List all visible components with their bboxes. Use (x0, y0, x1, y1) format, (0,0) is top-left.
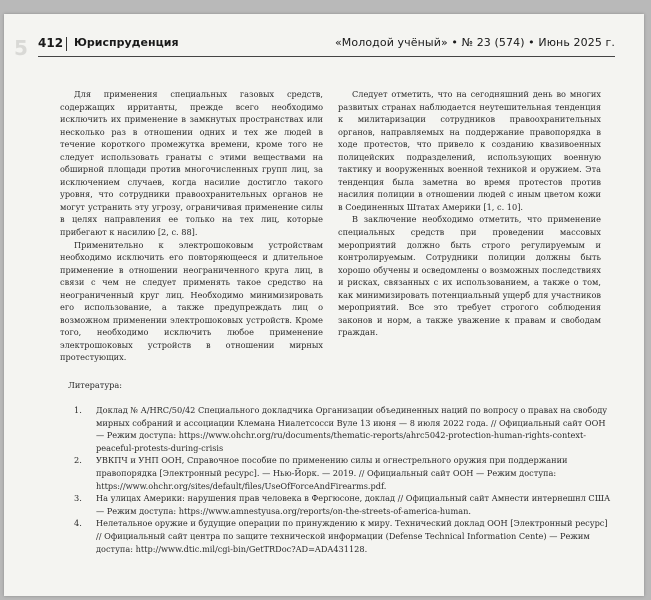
paragraph: Для применения специальных газовых средств, содержащих ирританты, прежде всего необходимо исключить их применение в замкнутых пространствах или несколько раз в отношении одних и тех же людей в течение короткого промежутка времени, кроме того не следует использовать гранаты с этими веществами на обширной площади против многочисленных групп лиц, за исключением случаев, когда насилие достигло такого уровня, что сотрудники правоохранительных органов не могут устранить эту угрозу, ограничивая применение силы в целях направления ее только на тех лиц, которые прибегают к насилию [2, с. 88]. (60, 89, 323, 238)
watermark: 5 (14, 36, 28, 60)
journal-issue: «Молодой учёный» • № 23 (574) • Июнь 2025 г. (334, 36, 615, 49)
reference-text: УВКПЧ и УНП ООН, Справочное пособие по применению силы и огнестрельного оружия при поддержании правопорядка [Электронный ресурс]. — Нью-Йорк. — 2019. // Официальный сайт ООН — Режим доступа: https://www.ohchr.org/sites/default/files/UseOfForceAndFirearms.pdf. (96, 455, 568, 491)
paragraph: В заключение необходимо отметить, что применение специальных средств при проведении массовых мероприятий должно быть строго регулируемым и контролируемым. Сотрудники полиции должны быть хорошо обучены и осведомлены о возможных последствиях и рисках, связанных с их использованием, а также о том, как минимизировать потенциальный ущерб для участников мероприятий. Все это требует строгого соблюдения законов и норм, а также уважение к правам и свободам граждан. (338, 214, 601, 338)
right-column (338, 88, 601, 339)
reference-number: 1. (74, 405, 82, 415)
header-separator (66, 37, 67, 51)
references-title: Литература: (68, 380, 123, 390)
reference-text: На улицах Америки: нарушения прав человека в Фергюсоне, доклад // Официальный сайт Амнести интернешнл США — Режим доступа: https://www.amnestyusa.org/reports/on-the-streets-of-america-human. (96, 493, 611, 516)
header-rule (38, 56, 615, 57)
paragraph: Применительно к электрошоковым устройствам необходимо исключить его повторяющееся и длительное применение в отношении неограниченного круга лиц, в связи с чем не следует применять такое средство на неограниченный круг лиц. Необходимо минимизировать его использование, а также предупреждать лиц о возможном применении электрошоковых устройств. Кроме того, необходимо исключить любое применение электрошоковых устройств в отношении мирных протестующих. (60, 239, 323, 363)
reference-item (68, 404, 614, 454)
reference-item (68, 517, 614, 555)
reference-number: 3. (74, 493, 82, 504)
page-header (38, 36, 615, 56)
journal-page (4, 14, 644, 596)
references-list (68, 404, 614, 555)
paragraph: Следует отметить, что на сегодняшний день во многих развитых странах наблюдается неутешительная тенденция к милитаризации сотрудников правоохранительных органов, направляемых на поддержание правопорядка в ходе протестов, что привело к созданию квазивоенных полицейских подразделений, использующих военную тактику и вооруженных военной техникой и оружием. Эта тенденция была заметна во время протестов против насилия полиции в отношении людей с иным цветом кожи в Соединенных Штатах Америки [1, с. 10]. (338, 89, 601, 212)
reference-number: 4. (74, 518, 82, 529)
section-title: Юриспруденция (74, 36, 179, 49)
left-column (60, 88, 323, 364)
reference-text: Нелетальное оружие и будущие операции по принуждению к миру. Технический доклад ООН [Электронный ресурс] // Официальный сайт центра по защите технической информации (Defense Technical Information Cente) — Режим доступа: http://www.dtic.mil/cgi-bin/GetTRDoc?AD=ADA431128. (96, 518, 608, 554)
page-number: 412 (38, 36, 64, 50)
reference-number: 2. (74, 455, 82, 466)
reference-item (68, 492, 614, 517)
reference-item (68, 454, 614, 492)
reference-text: Доклад № A/HRC/50/42 Специального докладчика Организации объединенных наций по вопросу о правах на свободу мирных собраний и ассоциации Клемана Ниалетсосси Вуле 13 июня — 8 июля 2022 года. // Официальный сайт ООН — Режим доступа: https://www.ohchr.org/ru/documents/thematic-reports/ahrc5042-protection-human-rights-context-peaceful-protests-during-crisis (96, 405, 608, 453)
